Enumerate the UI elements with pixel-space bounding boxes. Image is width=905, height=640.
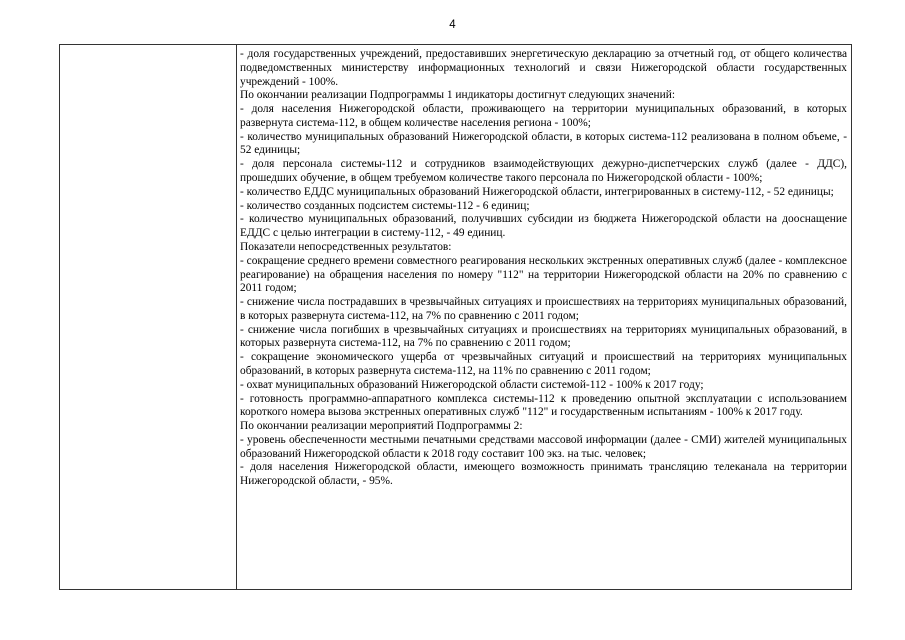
paragraph: - доля населения Нижегородской области, проживающего на территории муниципальных образований, в которых развернута система-112, в общем количестве населения региона - 100%; [240,103,847,129]
document-table [59,44,852,590]
table-left-cell [60,45,237,589]
paragraph: - сокращение среднего времени совместного реагирования нескольких экстренных оперативных служб (далее - комплексное реагирование) на обращения населения по номеру "112" на территории Нижегородской области на 20% по сравнению с 2011 годом; [240,254,847,295]
paragraph: - доля государственных учреждений, предоставивших энергетическую декларацию за отчетный год, от общего количества подведомственных министерству информационных технологий и связи Нижегородской области государственных учреждений - 100%. [240,48,847,88]
paragraph: По окончании реализации мероприятий Подпрограммы 2: [240,420,523,433]
paragraph: - доля населения Нижегородской области, имеющего возможность принимать трансляцию телеканала на территории Нижегородской области, - 95%. [240,461,847,488]
paragraph: - количество муниципальных образований, получивших субсидии из бюджета Нижегородской области на дооснащение ЕДДС с целью интеграции в систему-112, - 49 единиц. [240,213,847,240]
paragraph: - количество муниципальных образований Нижегородской области, в которых система-112 реализована в полном объеме, - 52 единицы; [240,130,847,157]
paragraph: - уровень обеспеченности местными печатными средствами массовой информации (далее - СМИ) жителей муниципальных образований Нижегородской области к 2018 году составит 100 экз. на тыс. человек; [240,433,847,460]
page-number: 4 [449,19,456,31]
paragraph: Показатели непосредственных результатов: [240,240,452,253]
paragraph: - охват муниципальных образований Нижегородской области системой-112 - 100% к 2017 году; [240,378,704,391]
paragraph: - снижение числа пострадавших в чрезвычайных ситуациях и происшествиях на территориях муниципальных образований, в которых развернута система-112, на 7% по сравнению с 2011 годом; [240,296,847,322]
paragraph: - количество ЕДДС муниципальных образований Нижегородской области, интегрированных в систему-112, - 52 единицы; [240,185,834,198]
paragraph: - сокращение экономического ущерба от чрезвычайных ситуаций и происшествий на территориях муниципальных образований, в которых развернута система-112, на 11% по сравнению с 2011 годом; [240,351,847,377]
paragraph: - количество созданных подсистем системы-112 - 6 единиц; [240,199,530,212]
paragraph: - доля персонала системы-112 и сотрудников взаимодействующих дежурно-диспетчерских служб (далее - ДДС), прошедших обучение, в общем требуемом количестве такого персонала по Нижегородской области - 100%; [240,158,847,185]
paragraph: - готовность программно-аппаратного комплекса системы-112 к проведению опытной эксплуатации с использованием короткого номера вызова экстренных оперативных служб "112" и государственным испытаниям - 100% к 2017 году. [240,392,847,419]
table-right-cell [237,45,851,589]
paragraph: - снижение числа погибших в чрезвычайных ситуациях и происшествиях на территориях муниципальных образований, в которых развернута система-112, на 7% по сравнению с 2011 годом; [240,323,847,350]
paragraph: По окончании реализации Подпрограммы 1 индикаторы достигнут следующих значений: [240,89,676,102]
